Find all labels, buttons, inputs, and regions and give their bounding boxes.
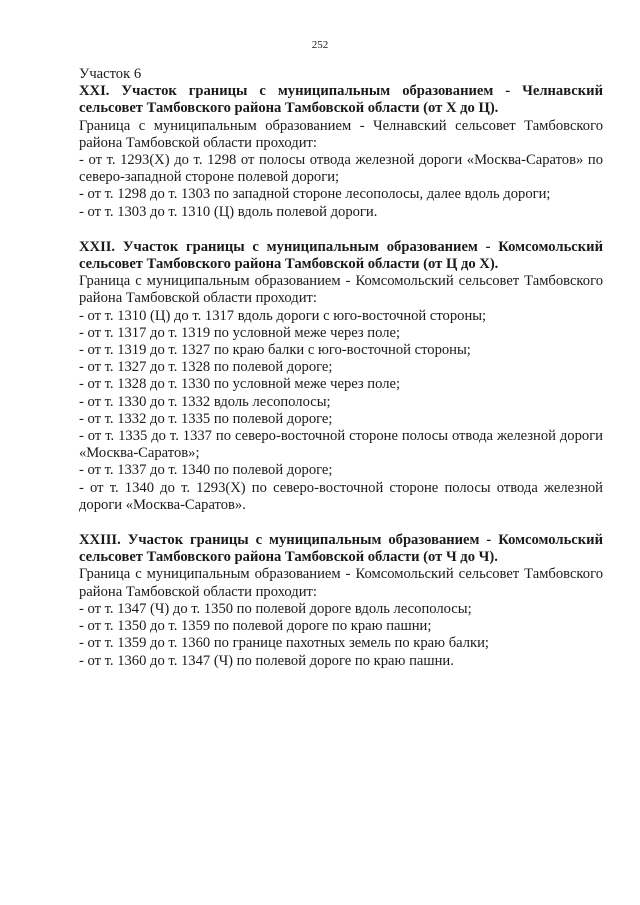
boundary-item: - от т. 1319 до т. 1327 по краю балки с юго-восточной стороны; <box>79 342 471 359</box>
boundary-item: - от т. 1310 (Ц) до т. 1317 вдоль дороги с юго-восточной стороны; <box>79 307 487 324</box>
boundary-item: - от т. 1340 до т. 1293(Х) по северо-восточной стороне полосы отвода железной дороги «Москва-Саратов». <box>79 479 603 513</box>
section-heading: XXII. Участок границы с муниципальным образованием - Комсомольский сельсовет Тамбовского района Тамбовской области (от Ц до Х). <box>79 238 603 273</box>
boundary-list <box>79 152 603 221</box>
section-xxiii <box>79 532 603 670</box>
boundary-item: - от т. 1303 до т. 1310 (Ц) вдоль полевой дороги. <box>79 203 378 220</box>
boundary-item: - от т. 1293(Х) до т. 1298 от полосы отвода железной дороги «Москва-Саратов» по северо-западной стороне полевой дороги; <box>79 152 603 186</box>
boundary-item: - от т. 1298 до т. 1303 по западной стороне лесополосы, далее вдоль дороги; <box>79 186 551 203</box>
page-number: 252 <box>311 39 329 51</box>
boundary-item: - от т. 1332 до т. 1335 по полевой дороге; <box>79 410 333 427</box>
boundary-item: - от т. 1360 до т. 1347 (Ч) по полевой дороге по краю пашни. <box>79 652 454 669</box>
boundary-item: - от т. 1317 до т. 1319 по условной меже через поле; <box>79 324 401 341</box>
boundary-item: - от т. 1328 до т. 1330 по условной меже через поле; <box>79 376 401 393</box>
section-heading: XXIII. Участок границы с муниципальным образованием - Комсомольский сельсовет Тамбовского района Тамбовской области (от Ч до Ч). <box>79 532 603 566</box>
document-body <box>79 66 603 670</box>
section-xxii <box>79 239 603 514</box>
boundary-list <box>79 308 603 514</box>
section-xxi <box>79 83 603 221</box>
boundary-list <box>79 601 603 670</box>
boundary-item: - от т. 1327 до т. 1328 по полевой дороге; <box>79 359 333 376</box>
boundary-item: - от т. 1337 до т. 1340 по полевой дороге; <box>79 462 333 479</box>
boundary-item: - от т. 1350 до т. 1359 по полевой дороге по краю пашни; <box>79 618 432 635</box>
section-intro: Граница с муниципальным образованием - Челнавский сельсовет Тамбовского района Тамбовской области проходит: <box>79 117 603 151</box>
section-intro: Граница с муниципальным образованием - Комсомольский сельсовет Тамбовского района Тамбовской области проходит: <box>79 566 603 600</box>
boundary-item: - от т. 1335 до т. 1337 по северо-восточной стороне полосы отвода железной дороги «Москва-Саратов»; <box>79 428 603 462</box>
section-intro: Граница с муниципальным образованием - Комсомольский сельсовет Тамбовского района Тамбовской области проходит: <box>79 273 603 307</box>
boundary-item: - от т. 1347 (Ч) до т. 1350 по полевой дороге вдоль лесополосы; <box>79 600 472 617</box>
section-heading: XXI. Участок границы с муниципальным образованием - Челнавский сельсовет Тамбовского района Тамбовской области (от Х до Ц). <box>79 83 603 117</box>
boundary-item: - от т. 1359 до т. 1360 по границе пахотных земель по краю балки; <box>79 635 489 652</box>
plot-label: Участок 6 <box>79 66 142 82</box>
boundary-item: - от т. 1330 до т. 1332 вдоль лесополосы; <box>79 393 331 410</box>
